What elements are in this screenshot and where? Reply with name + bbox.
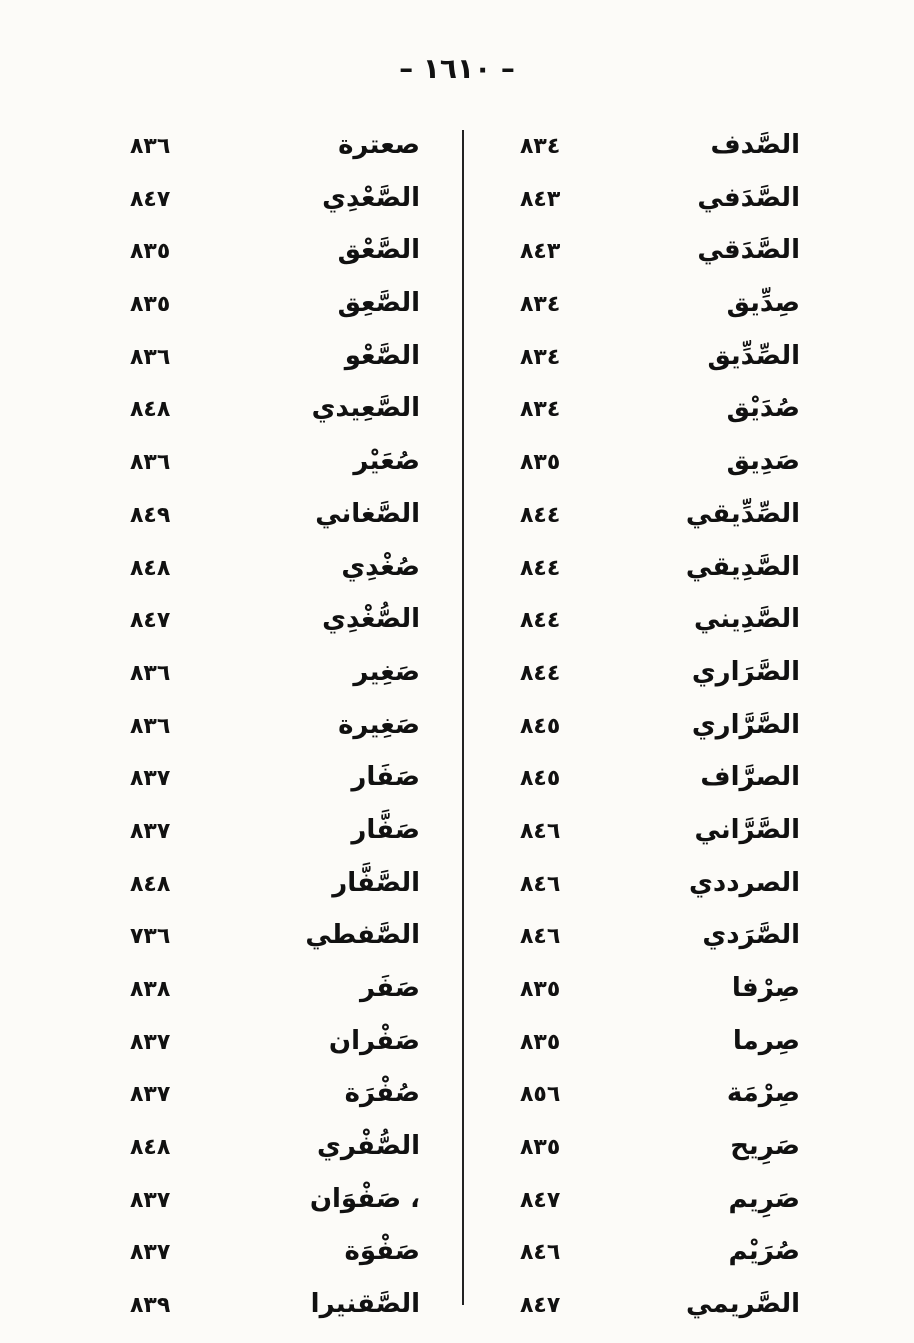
entry-word: صُعَيْر xyxy=(353,446,420,477)
index-entry xyxy=(110,600,440,653)
index-entry xyxy=(110,179,440,232)
entry-page-number: ٨٣٥ xyxy=(520,1135,561,1161)
index-entry xyxy=(110,389,440,442)
index-entry xyxy=(110,916,440,969)
left-column xyxy=(110,126,440,1338)
entry-page-number: ٨٥٦ xyxy=(520,1082,561,1108)
index-entry xyxy=(500,126,830,179)
index-entry xyxy=(500,179,830,232)
entry-page-number: ٨٣٥ xyxy=(520,977,561,1002)
entry-word: صعترة xyxy=(338,130,420,160)
entry-word: صِدِّيق xyxy=(726,288,800,319)
entry-page-number: ٨٤٧ xyxy=(130,186,171,212)
entry-page-number: ٨٤٧ xyxy=(130,608,171,634)
entry-page-number: ٨٣٦ xyxy=(130,450,171,476)
entry-word: الصَّعِيدي xyxy=(311,393,420,424)
entry-word: الصَّعْق xyxy=(337,235,420,266)
entry-word: صُرَيْم xyxy=(728,1236,800,1267)
entry-page-number: ٨٤٦ xyxy=(520,818,561,844)
entry-page-number: ٨٣٥ xyxy=(520,450,561,476)
index-entry xyxy=(500,969,830,1022)
entry-word: صَفَار xyxy=(351,762,420,793)
index-entry xyxy=(500,548,830,601)
entry-page-number: ٨٣٧ xyxy=(130,1082,171,1108)
entry-word: صَفْوَة xyxy=(344,1236,420,1267)
entry-page-number: ٨٣٦ xyxy=(130,660,171,686)
index-entry xyxy=(500,495,830,548)
index-entry xyxy=(110,495,440,548)
entry-word: صِرْمَة xyxy=(726,1078,800,1109)
entry-word: الصَّدف xyxy=(710,130,800,160)
entry-page-number: ٨٣٤ xyxy=(520,134,561,159)
entry-word: الصَّرَاري xyxy=(691,656,800,687)
entry-page-number: ٨٤٨ xyxy=(130,871,171,897)
entry-page-number: ٧٣٦ xyxy=(130,924,171,950)
entry-page-number: ٨٤٨ xyxy=(130,397,171,423)
index-entry xyxy=(110,1285,440,1338)
index-entry xyxy=(500,337,830,390)
entry-word: صَرِيح xyxy=(730,1131,800,1162)
entry-word: الصَّرَّاري xyxy=(691,709,800,740)
entry-word: الصَّعْو xyxy=(344,340,420,371)
entry-page-number: ٨٤٣ xyxy=(520,186,561,212)
index-entry xyxy=(110,126,440,179)
entry-page-number: ٨٣٥ xyxy=(130,292,171,318)
entry-page-number: ٨٣٥ xyxy=(520,1029,561,1055)
entry-word: الصَّدِيقي xyxy=(685,551,800,582)
entry-page-number: ٨٣٤ xyxy=(520,397,561,423)
entry-page-number: ٨٣٦ xyxy=(130,134,171,159)
entry-word: الصَّفطي xyxy=(305,920,420,951)
entry-page-number: ٨٤٥ xyxy=(520,713,561,739)
index-entry xyxy=(500,811,830,864)
entry-word: الصَّرَدي xyxy=(702,920,800,951)
entry-page-number: ٨٣٧ xyxy=(130,1187,171,1213)
entry-word: الصَّعِق xyxy=(337,288,420,319)
index-entry xyxy=(110,548,440,601)
index-entry xyxy=(110,758,440,811)
entry-page-number: ٨٤٧ xyxy=(520,1293,561,1319)
entry-word: صَفْران xyxy=(328,1025,420,1056)
index-entry xyxy=(500,231,830,284)
index-entry xyxy=(110,1074,440,1127)
entry-word: ، صَفْوَان xyxy=(309,1183,420,1214)
entry-word: صَرِيم xyxy=(728,1183,800,1214)
entry-word: الصَّدَفي xyxy=(697,182,800,213)
entry-word: صِرما xyxy=(732,1025,800,1056)
entry-page-number: ٨٤٣ xyxy=(520,239,561,265)
index-entry xyxy=(500,1232,830,1285)
index-entry xyxy=(110,1022,440,1075)
index-entry xyxy=(110,706,440,759)
entry-page-number: ٨٤٨ xyxy=(130,555,171,581)
entry-word: صُدَيْق xyxy=(726,393,800,424)
index-entry xyxy=(500,653,830,706)
entry-page-number: ٨٣٧ xyxy=(130,1240,171,1266)
index-entry xyxy=(500,1127,830,1180)
entry-word: الصَّرَّاني xyxy=(694,814,800,845)
entry-page-number: ٨٣٤ xyxy=(520,292,561,318)
entry-word: صَفَّار xyxy=(351,814,420,845)
entry-word: الصَّدِيني xyxy=(694,604,800,635)
index-entry xyxy=(110,337,440,390)
entry-word: الصِّدِّيق xyxy=(707,340,800,371)
index-entry xyxy=(500,1074,830,1127)
entry-word: صَغِير xyxy=(353,656,420,687)
entry-word: صَدِيق xyxy=(726,446,800,477)
entry-word: الصَّفَّار xyxy=(332,867,420,898)
entry-word: الصَّغاني xyxy=(315,498,420,529)
index-entry xyxy=(500,600,830,653)
entry-word: الصَّعْدِي xyxy=(322,182,420,213)
index-entry xyxy=(500,442,830,495)
entry-page-number: ٨٤٤ xyxy=(520,660,561,686)
entry-page-number: ٨٤٤ xyxy=(520,502,561,528)
index-entry xyxy=(110,1180,440,1233)
entry-page-number: ٨٣٦ xyxy=(130,344,171,370)
entry-page-number: ٨٣٩ xyxy=(130,1293,171,1319)
index-entry xyxy=(110,284,440,337)
entry-word: صِرْفا xyxy=(731,973,800,1003)
index-entry xyxy=(110,864,440,917)
entry-word: الصُّغْدِي xyxy=(322,604,420,635)
index-entry xyxy=(500,389,830,442)
index-entry xyxy=(500,1285,830,1338)
index-entry xyxy=(110,1232,440,1285)
entry-page-number: ٨٣٤ xyxy=(520,344,561,370)
page-number: – ١٦١٠ – xyxy=(399,52,515,85)
entry-word: صُفْرَة xyxy=(344,1078,420,1109)
entry-page-number: ٨٣٧ xyxy=(130,766,171,792)
index-entry xyxy=(500,706,830,759)
index-entry xyxy=(500,758,830,811)
entry-page-number: ٨٤٧ xyxy=(520,1187,561,1213)
index-entry xyxy=(110,1127,440,1180)
index-entry xyxy=(500,1022,830,1075)
entry-word: صُغْدِي xyxy=(341,551,420,582)
right-column xyxy=(500,126,830,1338)
entry-page-number: ٨٤٦ xyxy=(520,871,561,897)
entry-word: الصرَّاف xyxy=(700,762,800,793)
entry-page-number: ٨٣٦ xyxy=(130,713,171,739)
entry-page-number: ٨٤٦ xyxy=(520,924,561,950)
entry-page-number: ٨٤٩ xyxy=(130,502,171,528)
index-entry xyxy=(110,811,440,864)
column-divider xyxy=(462,130,464,1305)
index-entry xyxy=(500,284,830,337)
entry-word: صَفَر xyxy=(359,973,420,1003)
index-entry xyxy=(110,231,440,284)
entry-page-number: ٨٤٨ xyxy=(130,1135,171,1161)
entry-page-number: ٨٣٨ xyxy=(130,977,171,1002)
entry-word: الصَّقنيرا xyxy=(310,1289,420,1320)
index-entry xyxy=(500,1180,830,1233)
index-entry xyxy=(110,969,440,1022)
entry-page-number: ٨٤٤ xyxy=(520,608,561,634)
entry-page-number: ٨٤٥ xyxy=(520,766,561,792)
entry-page-number: ٨٤٦ xyxy=(520,1240,561,1266)
entry-page-number: ٨٣٧ xyxy=(130,1029,171,1055)
index-entry xyxy=(500,864,830,917)
entry-word: الصِّدِّيقي xyxy=(685,498,800,529)
entry-word: الصرددي xyxy=(689,867,800,898)
entry-page-number: ٨٣٥ xyxy=(130,239,171,265)
index-entry xyxy=(110,653,440,706)
entry-page-number: ٨٤٤ xyxy=(520,555,561,581)
index-entry xyxy=(500,916,830,969)
entry-word: الصُّفْري xyxy=(316,1131,420,1162)
entry-word: الصَّدَقي xyxy=(697,235,800,266)
index-entry xyxy=(110,442,440,495)
entry-word: الصَّريمي xyxy=(686,1289,800,1320)
entry-word: صَغِيرة xyxy=(338,709,420,740)
entry-page-number: ٨٣٧ xyxy=(130,818,171,844)
